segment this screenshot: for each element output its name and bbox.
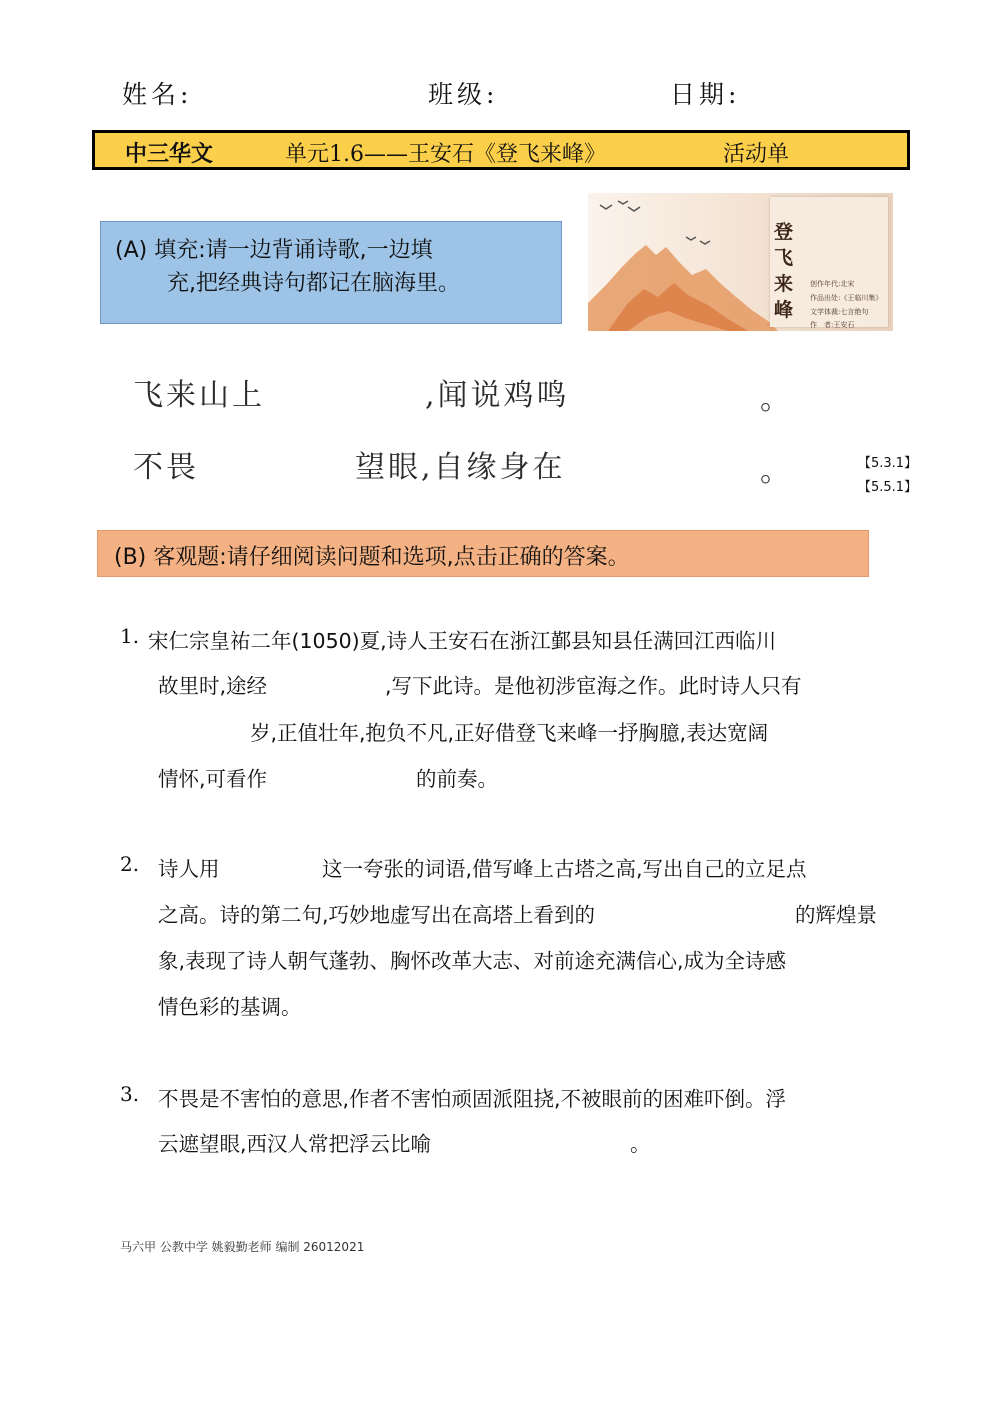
date-label: 日期:: [670, 80, 741, 109]
question-2-line3: 象,表现了诗人朝气蓬勃、胸怀改革大志、对前途充满信心,成为全诗感: [158, 949, 787, 973]
footer-credit: 马六甲 公教中学 姚毅勤老师 编制 26012021: [120, 1240, 365, 1254]
question-3-line2a: 云遮望眼,西汉人常把浮云比喻: [158, 1132, 432, 1156]
curriculum-ref-2: 【5.5.1】: [858, 480, 918, 495]
section-b-label: (B) 客观题:请仔细阅读问题和选项,点击正确的答案。: [114, 545, 630, 570]
poem-poster-image: [588, 193, 893, 331]
sheet-type: 活动单: [723, 142, 790, 167]
poster-info-era: 创作年代:北宋: [810, 280, 855, 288]
poem-line1-part1: 飞来山上: [133, 378, 265, 413]
section-a-line1: (A) 填充:请一边背诵诗歌,一边填: [115, 238, 433, 263]
section-a-line2: 充,把经典诗句都记在脑海里。: [167, 271, 460, 296]
question-1-line3: 岁,正值壮年,抱负不凡,正好借登飞来峰一抒胸臆,表达宽阔: [250, 721, 769, 745]
poem-line2-part2: 望眼,自缘身在: [355, 450, 566, 485]
poster-info-source: 作品出处:《王临川集》: [810, 294, 883, 302]
question-2-line1b: 这一夸张的词语,借写峰上古塔之高,写出自己的立足点: [322, 857, 807, 881]
question-2-line2b: 的辉煌景: [795, 903, 877, 927]
question-2-line2a: 之高。诗的第二句,巧妙地虚写出在高塔上看到的: [158, 903, 596, 927]
unit-title: 单元1.6——王安石《登飞来峰》: [285, 142, 606, 167]
question-1-line4a: 情怀,可看作: [158, 767, 268, 791]
question-3-number: 3.: [120, 1082, 140, 1106]
class-label: 班级:: [428, 80, 499, 109]
section-b-instructions: [97, 530, 869, 577]
course-name: 中三华文: [125, 141, 214, 167]
curriculum-ref-1: 【5.3.1】: [858, 456, 918, 471]
poster-info-genre: 文学体裁:七言绝句: [810, 308, 869, 316]
poem-line2-end: 。: [760, 454, 793, 489]
section-a-instructions: [100, 221, 562, 324]
poem-line1-end: 。: [760, 382, 793, 417]
poster-info-author: 作 者:王安石: [810, 321, 855, 329]
title-bar: [92, 130, 910, 170]
question-1-line2b: ,写下此诗。是他初涉宦海之作。此时诗人只有: [385, 674, 802, 698]
question-2-number: 2.: [120, 852, 140, 876]
question-1-number: 1.: [120, 624, 140, 648]
question-1-line4b: 的前奏。: [416, 767, 498, 791]
poster-title: 登 飞 来 峰: [774, 221, 794, 321]
question-2-line1a: 诗人用: [158, 857, 220, 881]
question-3-line2b: 。: [630, 1132, 651, 1156]
question-2-line4: 情色彩的基调。: [158, 995, 302, 1019]
question-3-line1: 不畏是不害怕的意思,作者不害怕顽固派阻挠,不被眼前的困难吓倒。浮: [158, 1087, 787, 1111]
name-label: 姓名:: [122, 80, 193, 109]
poem-line1-part2: ,闻说鸡鸣: [425, 378, 570, 413]
question-1-line2a: 故里时,途经: [158, 674, 268, 698]
poem-line2-part1: 不畏: [133, 450, 199, 485]
question-1-line1: 宋仁宗皇祐二年(1050)夏,诗人王安石在浙江鄞县知县任满回江西临川: [148, 629, 777, 653]
